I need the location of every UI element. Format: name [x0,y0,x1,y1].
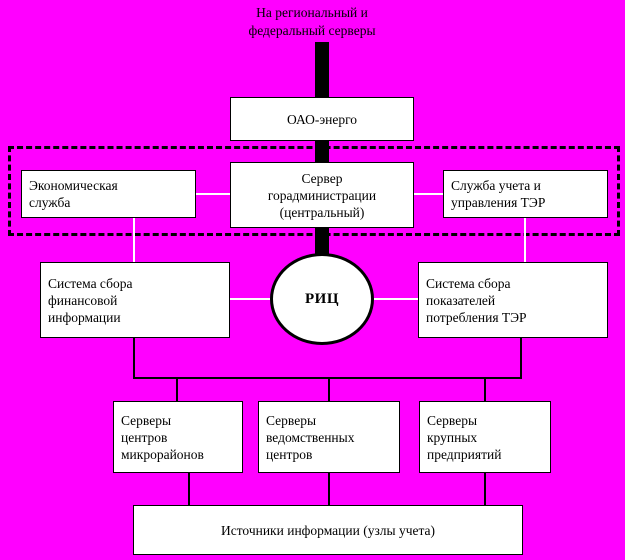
node-ter-accounting-service[interactable] [443,170,608,218]
node-financial-collection-system-line-2: финансовой [48,292,118,308]
node-city-admin-server[interactable] [230,162,414,228]
conn-bus-to-servers-dept [328,377,330,401]
conn-bus-to-servers-micro [176,377,178,401]
node-financial-collection-system-line-1: Система сбора [48,275,133,291]
top-label-line-1: На региональный и [256,5,368,20]
node-city-admin-server-line-3: (центральный) [279,204,365,220]
node-city-admin-server-line-1: Сервер [301,170,343,186]
node-economic-service-line-1: Экономическая [29,178,118,193]
node-servers-microdistrict-centers-line-1: Серверы [121,412,172,428]
node-ter-consumption-system-line-1: Система сбора [426,275,511,291]
top-label [222,4,402,40]
node-servers-microdistrict-centers-line-3: микрорайонов [121,446,204,462]
node-economic-service[interactable] [21,170,196,218]
conn-servers-micro-to-sources [188,473,190,505]
node-servers-microdistrict-centers[interactable] [113,401,243,473]
node-information-sources[interactable] [133,505,523,555]
top-label-line-2: федеральный серверы [248,23,376,38]
node-financial-collection-system-line-3: информации [48,309,121,325]
trunk-top [315,42,329,98]
node-city-admin-server-line-2: горадминистрации [267,187,377,203]
node-economic-service-line-2: служба [29,195,71,210]
conn-servers-dept-to-sources [328,473,330,505]
node-servers-departmental-centers-line-2: ведомственных [266,429,355,445]
node-servers-microdistrict-centers-line-2: центров [121,429,168,445]
node-ric-label: РИЦ [305,290,339,307]
node-servers-departmental-centers-line-3: центров [266,446,313,462]
conn-server-to-ter-service [412,193,444,195]
node-servers-departmental-centers-line-1: Серверы [266,412,317,428]
node-ter-consumption-system-line-2: показателей [426,292,496,308]
node-servers-large-enterprises-line-1: Серверы [427,412,478,428]
node-oao-energo-line-1: ОАО-энерго [286,111,358,127]
node-ter-consumption-system[interactable] [418,262,608,338]
node-servers-departmental-centers[interactable] [258,401,400,473]
conn-fin-to-ric [230,298,272,300]
conn-bus-to-servers-ent [484,377,486,401]
conn-economic-to-server [195,193,231,195]
node-ter-accounting-service-line-2: управления ТЭР [451,195,546,210]
node-oao-energo[interactable] [230,97,414,141]
conn-fin-down [133,338,135,378]
conn-economic-to-fin [133,218,135,262]
node-servers-large-enterprises[interactable] [419,401,551,473]
conn-ter-system-down [520,338,522,378]
node-ter-consumption-system-line-3: потребления ТЭР [426,309,527,325]
node-financial-collection-system[interactable] [40,262,230,338]
conn-servers-ent-to-sources [484,473,486,505]
node-servers-large-enterprises-line-3: предприятий [427,446,502,462]
node-ter-accounting-service-line-1: Служба учета и [451,178,541,193]
node-ric-circle[interactable] [270,253,374,345]
conn-ric-to-ter-system [374,298,418,300]
node-information-sources-line-1: Источники информации (узлы учета) [220,522,436,538]
node-servers-large-enterprises-line-2: крупных [427,429,478,445]
conn-ter-service-to-ter-system [524,218,526,262]
